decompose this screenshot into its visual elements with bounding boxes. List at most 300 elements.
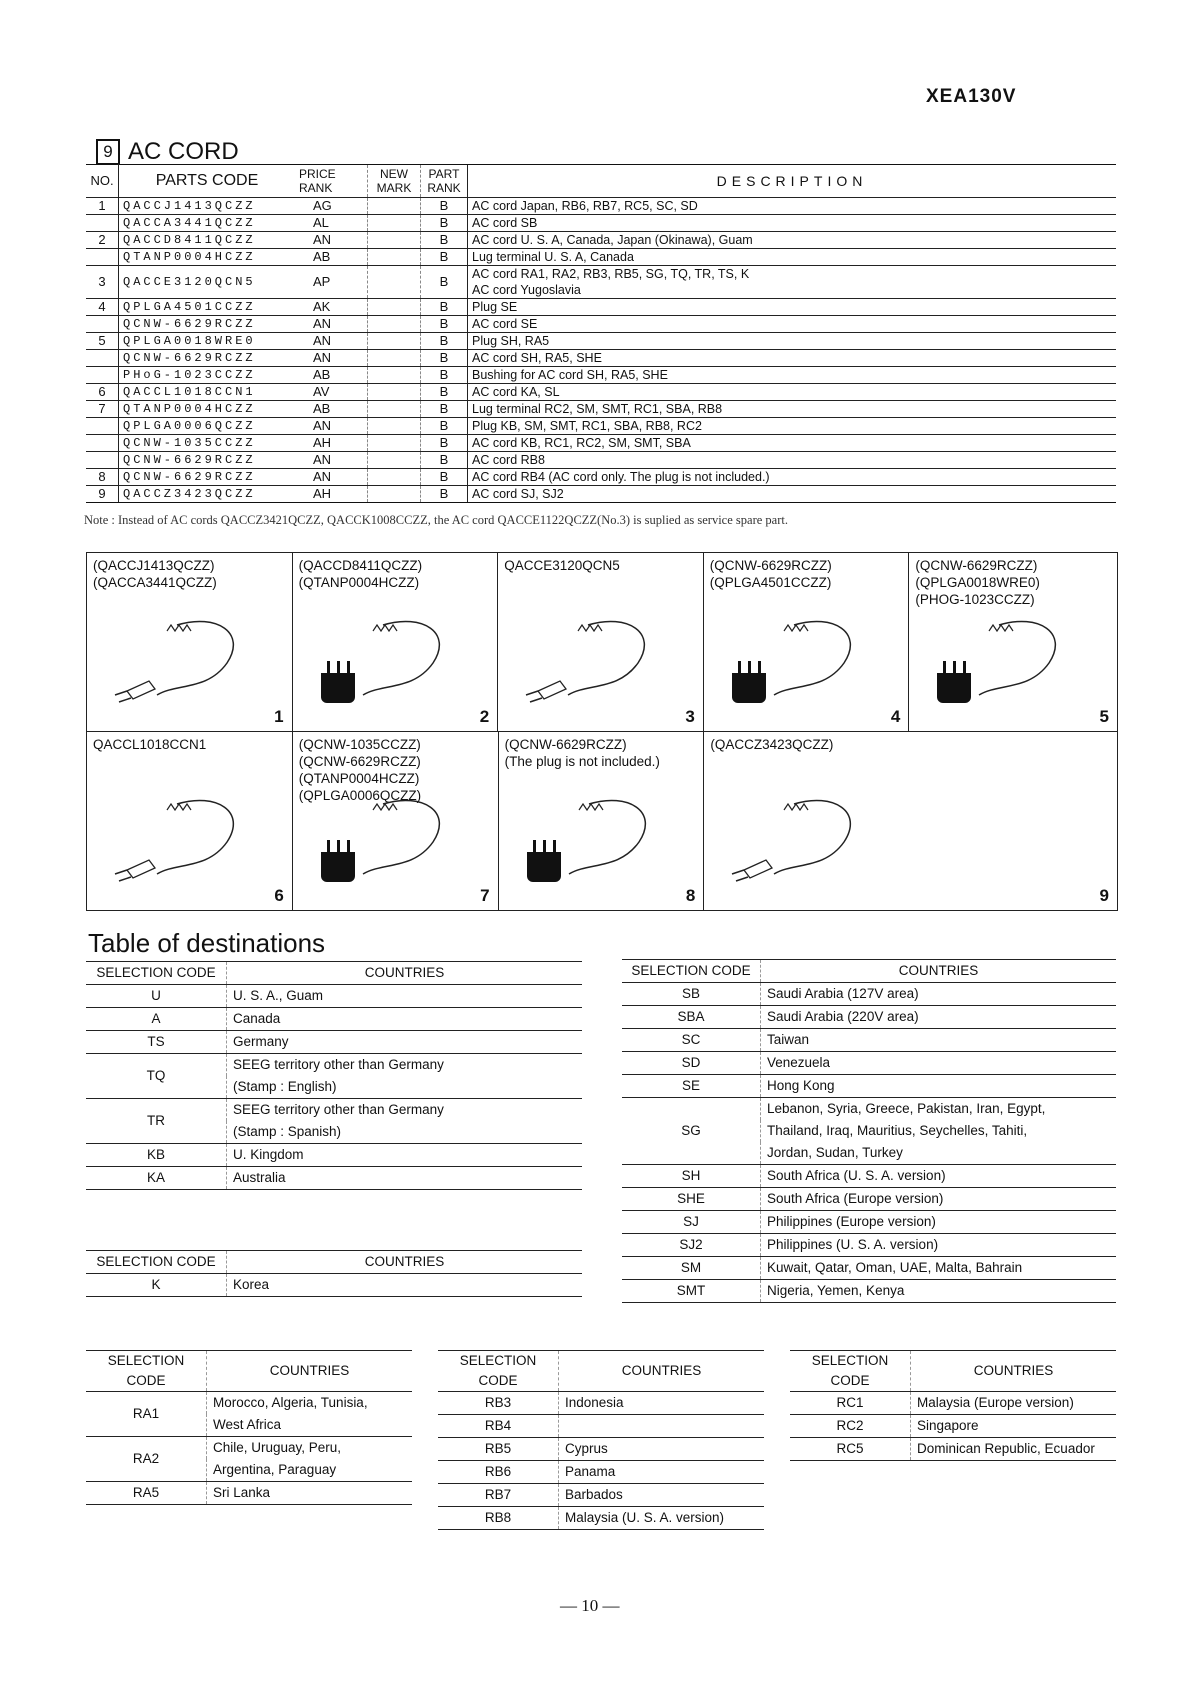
ac-cord-illustration xyxy=(724,782,874,892)
selection-code: SJ2 xyxy=(622,1234,761,1257)
country-list: Germany xyxy=(227,1031,583,1054)
parts-row-description: AC cord SJ, SJ2 xyxy=(468,486,1117,503)
selection-code: SD xyxy=(622,1052,761,1075)
selection-code: SBA xyxy=(622,1006,761,1029)
parts-row-code: QTANP0004HCZZ xyxy=(119,401,296,418)
country-list xyxy=(559,1415,765,1438)
parts-row-code: QCNW-6629RCZZ xyxy=(119,452,296,469)
parts-row-part-rank: B xyxy=(421,486,468,503)
parts-row-description: Bushing for AC cord SH, RA5, SHE xyxy=(468,367,1117,384)
parts-row xyxy=(86,401,1116,418)
destinations-row xyxy=(438,1392,764,1415)
parts-row xyxy=(86,418,1116,435)
parts-row-description: AC cord U. S. A, Canada, Japan (Okinawa), Guam xyxy=(468,232,1117,249)
parts-row-new-mark xyxy=(368,350,421,367)
destinations-row xyxy=(86,1054,582,1077)
parts-row xyxy=(86,452,1116,469)
parts-row-new-mark xyxy=(368,215,421,232)
selection-code: SB xyxy=(622,983,761,1006)
parts-row-no xyxy=(86,452,119,469)
parts-row-new-mark xyxy=(368,418,421,435)
parts-row-code: PHoG-1023CCZZ xyxy=(119,367,296,384)
parts-row-part-rank: B xyxy=(421,232,468,249)
parts-row-no: 8 xyxy=(86,469,119,486)
parts-row-price-rank: AN xyxy=(295,452,368,469)
parts-row-description xyxy=(468,266,1117,299)
selection-code: A xyxy=(86,1008,227,1031)
parts-row-part-rank: B xyxy=(421,215,468,232)
country-list: Panama xyxy=(559,1461,765,1484)
parts-row-price-rank: AL xyxy=(295,215,368,232)
parts-row xyxy=(86,249,1116,266)
destinations-header-row xyxy=(86,1251,582,1274)
figure-number: 9 xyxy=(1099,886,1109,905)
selection-code: SE xyxy=(622,1075,761,1098)
section-number: 9 xyxy=(96,139,120,165)
parts-row-part-rank: B xyxy=(421,249,468,266)
parts-note: Note : Instead of AC cords QACCZ3421QCZZ, QACCK1008CCZZ, the AC cord QACCE1122QCZZ(No.3) is suplied as service spare part. xyxy=(84,513,788,527)
destinations-row xyxy=(86,1437,412,1460)
country-list: Chile, Uruguay, Peru, xyxy=(213,1440,342,1455)
parts-row-part-rank: B xyxy=(421,469,468,486)
destinations-row xyxy=(622,1006,1116,1029)
country-list: Singapore xyxy=(911,1415,1117,1438)
country-list: Kuwait, Qatar, Oman, UAE, Malta, Bahrain xyxy=(761,1257,1117,1280)
country-list: Jordan, Sudan, Turkey xyxy=(761,1142,1117,1165)
parts-row-code: QPLGA0018WRE0 xyxy=(119,333,296,350)
parts-row-no: 7 xyxy=(86,401,119,418)
country-list: Lebanon, Syria, Greece, Pakistan, Iran, Egypt, xyxy=(767,1101,1046,1116)
parts-row-code: QCNW-6629RCZZ xyxy=(119,316,296,333)
selection-code: TR xyxy=(86,1099,227,1144)
destinations-header-row xyxy=(86,962,582,985)
destinations-row xyxy=(86,1099,582,1122)
country-list: Cyprus xyxy=(559,1438,765,1461)
destinations-row xyxy=(622,1165,1116,1188)
parts-row-code: QPLGA4501CCZZ xyxy=(119,299,296,316)
destinations-row xyxy=(622,1029,1116,1052)
ac-cord-illustration xyxy=(313,782,463,892)
country-list: Malaysia (Europe version) xyxy=(911,1392,1117,1415)
country-list: Sri Lanka xyxy=(207,1482,413,1505)
parts-row-price-rank: AV xyxy=(295,384,368,401)
parts-row-description: AC cord RB4 (AC cord only. The plug is not included.) xyxy=(468,469,1117,486)
figure-part-codes: QACCL1018CCN1 xyxy=(93,737,207,752)
country-list: South Africa (Europe version) xyxy=(761,1188,1117,1211)
parts-row-description: Lug terminal U. S. A, Canada xyxy=(468,249,1117,266)
country-list: Barbados xyxy=(559,1484,765,1507)
parts-row-no xyxy=(86,316,119,333)
destinations-title: Table of destinations xyxy=(88,928,326,958)
figure-number: 8 xyxy=(685,886,696,905)
parts-row-description: Plug KB, SM, SMT, RC1, SBA, RB8, RC2 xyxy=(468,418,1117,435)
country-list: Venezuela xyxy=(761,1052,1117,1075)
parts-row-new-mark xyxy=(368,435,421,452)
parts-row-description: AC cord KA, SL xyxy=(468,384,1117,401)
figure-number: 5 xyxy=(1099,707,1109,726)
destinations-table-rc xyxy=(790,1350,1116,1461)
parts-row-part-rank: B xyxy=(421,198,468,215)
figure-cell xyxy=(499,732,705,910)
country-list: West Africa xyxy=(207,1414,413,1437)
figure-part-codes: QACCE3120QCN5 xyxy=(504,558,620,573)
parts-row-part-rank: B xyxy=(421,316,468,333)
parts-row-no: 2 xyxy=(86,232,119,249)
header-new-mark: NEW MARK xyxy=(368,165,421,198)
destinations-row xyxy=(438,1484,764,1507)
selection-code: RA2 xyxy=(86,1437,207,1482)
destinations-row xyxy=(622,1234,1116,1257)
parts-row-no xyxy=(86,350,119,367)
parts-row-new-mark xyxy=(368,469,421,486)
parts-row-no: 9 xyxy=(86,486,119,503)
parts-row xyxy=(86,299,1116,316)
selection-code: RB4 xyxy=(438,1415,559,1438)
parts-row-new-mark xyxy=(368,452,421,469)
figure-part-codes: (QCNW-6629RCZZ) (QPLGA4501CCZZ) xyxy=(709,558,832,590)
header-selection-code: SELECTION CODE xyxy=(86,962,227,985)
parts-row-description: AC cord KB, RC1, RC2, SM, SMT, SBA xyxy=(468,435,1117,452)
country-list: Taiwan xyxy=(761,1029,1117,1052)
parts-row-part-rank: B xyxy=(421,418,468,435)
header-countries: COUNTRIES xyxy=(207,1351,413,1392)
destinations-row xyxy=(622,1052,1116,1075)
parts-row-price-rank: AN xyxy=(295,418,368,435)
parts-row-new-mark xyxy=(368,401,421,418)
destinations-row xyxy=(86,1392,412,1415)
parts-row-price-rank: AP xyxy=(295,266,368,299)
parts-row-part-rank: B xyxy=(421,333,468,350)
figure-cell xyxy=(87,553,293,731)
figure-part-codes: (QACCJ1413QCZZ) (QACCA3441QCZZ) xyxy=(93,558,217,590)
destinations-row xyxy=(622,1075,1116,1098)
parts-row-new-mark xyxy=(368,232,421,249)
header-price-rank: PRICE RANK xyxy=(295,165,368,198)
country-list: SEEG territory other than Germany xyxy=(233,1102,444,1117)
parts-header-row xyxy=(86,165,1116,198)
header-selection-code: SELECTION CODE xyxy=(86,1351,207,1392)
parts-row-no: 5 xyxy=(86,333,119,350)
destinations-row xyxy=(790,1392,1116,1415)
parts-row xyxy=(86,486,1116,503)
figure-cell xyxy=(909,553,1117,731)
selection-code: RA1 xyxy=(86,1392,207,1437)
parts-row xyxy=(86,469,1116,486)
destinations-row xyxy=(86,1482,412,1505)
parts-row-price-rank: AN xyxy=(295,333,368,350)
selection-code: KB xyxy=(86,1144,227,1167)
parts-row-code: QACCZ3423QCZZ xyxy=(119,486,296,503)
parts-row-no xyxy=(86,418,119,435)
parts-row-description: AC cord RB8 xyxy=(468,452,1117,469)
parts-row-description: AC cord SH, RA5, SHE xyxy=(468,350,1117,367)
parts-row xyxy=(86,367,1116,384)
country-list: Thailand, Iraq, Mauritius, Seychelles, Tahiti, xyxy=(767,1123,1028,1138)
ac-cord-illustration xyxy=(519,782,669,892)
parts-row-part-rank: B xyxy=(421,367,468,384)
parts-row-part-rank: B xyxy=(421,435,468,452)
parts-row-code: QACCD8411QCZZ xyxy=(119,232,296,249)
figure-part-codes: (QCNW-6629RCZZ) (The plug is not included.) xyxy=(504,737,660,769)
parts-row xyxy=(86,198,1116,215)
parts-row-price-rank: AN xyxy=(295,316,368,333)
parts-row-new-mark xyxy=(368,316,421,333)
selection-code: SG xyxy=(622,1098,761,1165)
figure-number: 6 xyxy=(274,886,284,905)
country-list: Australia xyxy=(227,1167,583,1190)
parts-row xyxy=(86,350,1116,367)
parts-row-code: QCNW-6629RCZZ xyxy=(119,469,296,486)
parts-row-part-rank: B xyxy=(421,452,468,469)
destinations-row xyxy=(438,1507,764,1530)
country-list: Canada xyxy=(227,1008,583,1031)
figure-cell xyxy=(293,553,499,731)
parts-row-price-rank: AH xyxy=(295,486,368,503)
ac-cord-illustration xyxy=(107,782,257,892)
destinations-header-row xyxy=(438,1351,764,1392)
selection-code: SM xyxy=(622,1257,761,1280)
destinations-header-row xyxy=(86,1351,412,1392)
parts-row-description: AC cord SE xyxy=(468,316,1117,333)
parts-row-code: QACCJ1413QCZZ xyxy=(119,198,296,215)
selection-code: RC2 xyxy=(790,1415,911,1438)
country-list: Nigeria, Yemen, Kenya xyxy=(761,1280,1117,1303)
figure-cell xyxy=(704,732,1117,910)
header-countries: COUNTRIES xyxy=(227,962,583,985)
ac-cord-illustration xyxy=(313,603,463,713)
destinations-row xyxy=(622,1257,1116,1280)
selection-code: SH xyxy=(622,1165,761,1188)
destinations-row xyxy=(86,1167,582,1190)
selection-code: SC xyxy=(622,1029,761,1052)
figure-cell xyxy=(87,732,293,910)
parts-row-price-rank: AG xyxy=(295,198,368,215)
destinations-row xyxy=(790,1438,1116,1461)
destinations-row xyxy=(622,1098,1116,1121)
selection-code: RC5 xyxy=(790,1438,911,1461)
figure-part-codes: (QACCZ3423QCZZ) xyxy=(710,737,834,752)
header-countries: COUNTRIES xyxy=(761,960,1117,983)
header-countries: COUNTRIES xyxy=(227,1251,583,1274)
parts-row-price-rank: AB xyxy=(295,249,368,266)
figure-number: 3 xyxy=(685,707,695,726)
parts-row-no xyxy=(86,215,119,232)
destinations-table-main xyxy=(86,961,582,1190)
selection-code: SJ xyxy=(622,1211,761,1234)
parts-row-no: 3 xyxy=(86,266,119,299)
country-list: Morocco, Algeria, Tunisia, xyxy=(213,1395,368,1410)
selection-code: U xyxy=(86,985,227,1008)
parts-row-no: 4 xyxy=(86,299,119,316)
destinations-row xyxy=(86,1274,582,1297)
ac-cord-illustration xyxy=(518,603,668,713)
country-list: Indonesia xyxy=(559,1392,765,1415)
parts-row-new-mark xyxy=(368,367,421,384)
figure-part-codes: (QCNW-1035CCZZ) (QCNW-6629RCZZ) (QTANP0004HCZZ) (QPLGA0006QCZZ) xyxy=(298,737,422,803)
parts-row-new-mark xyxy=(368,249,421,266)
parts-row-new-mark xyxy=(368,333,421,350)
description-line: AC cord Yugoslavia xyxy=(472,283,581,297)
destinations-table-ra xyxy=(86,1350,412,1505)
destinations-header-row xyxy=(622,960,1116,983)
parts-row-description: Plug SH, RA5 xyxy=(468,333,1117,350)
destinations-row xyxy=(438,1438,764,1461)
parts-row-price-rank: AN xyxy=(295,469,368,486)
parts-row-new-mark xyxy=(368,486,421,503)
figure-cell xyxy=(704,553,910,731)
header-description: DESCRIPTION xyxy=(468,165,1117,198)
parts-row-part-rank: B xyxy=(421,266,468,299)
parts-row-part-rank: B xyxy=(421,401,468,418)
selection-code: RB5 xyxy=(438,1438,559,1461)
destinations-table-k xyxy=(86,1250,582,1297)
model-number: XEA130V xyxy=(926,86,1017,107)
destinations-table-rb xyxy=(438,1350,764,1530)
figure-row xyxy=(87,732,1117,910)
destinations-row xyxy=(622,1211,1116,1234)
country-list: South Africa (U. S. A. version) xyxy=(761,1165,1117,1188)
country-list: Saudi Arabia (127V area) xyxy=(761,983,1117,1006)
parts-table xyxy=(86,164,1116,503)
parts-row-code: QACCA3441QCZZ xyxy=(119,215,296,232)
destinations-table-s xyxy=(622,959,1116,1303)
parts-row xyxy=(86,384,1116,401)
selection-code: RB3 xyxy=(438,1392,559,1415)
header-part-rank: PART RANK xyxy=(421,165,468,198)
header-selection-code: SELECTION CODE xyxy=(438,1351,559,1392)
section-heading xyxy=(96,138,239,166)
selection-code: TQ xyxy=(86,1054,227,1099)
parts-row-price-rank: AB xyxy=(295,401,368,418)
selection-code: RB6 xyxy=(438,1461,559,1484)
parts-row-no xyxy=(86,435,119,452)
header-selection-code: SELECTION CODE xyxy=(622,960,761,983)
destinations-row xyxy=(622,1188,1116,1211)
ac-cord-illustration xyxy=(724,603,874,713)
parts-row-no: 1 xyxy=(86,198,119,215)
figure-grid xyxy=(86,552,1118,911)
country-list: U. Kingdom xyxy=(227,1144,583,1167)
parts-row-part-rank: B xyxy=(421,350,468,367)
parts-row-code: QCNW-6629RCZZ xyxy=(119,350,296,367)
parts-row-code: QCNW-1035CCZZ xyxy=(119,435,296,452)
country-list: (Stamp : English) xyxy=(227,1076,583,1099)
destinations-row xyxy=(622,1280,1116,1303)
country-list: SEEG territory other than Germany xyxy=(233,1057,444,1072)
parts-row xyxy=(86,435,1116,452)
country-list: Argentina, Paraguay xyxy=(207,1459,413,1482)
destinations-row xyxy=(790,1415,1116,1438)
figure-cell xyxy=(293,732,499,910)
destinations-row xyxy=(86,985,582,1008)
figure-part-codes: (QCNW-6629RCZZ) (QPLGA0018WRE0) (PHOG-1023CCZZ) xyxy=(915,558,1040,607)
parts-row-new-mark xyxy=(368,299,421,316)
selection-code: RB8 xyxy=(438,1507,559,1530)
parts-row xyxy=(86,333,1116,350)
selection-code: RA5 xyxy=(86,1482,207,1505)
parts-row xyxy=(86,316,1116,333)
selection-code: SMT xyxy=(622,1280,761,1303)
destinations-header-row xyxy=(790,1351,1116,1392)
figure-part-codes: (QACCD8411QCZZ) (QTANP0004HCZZ) xyxy=(298,558,423,590)
parts-row-code: QACCL1018CCN1 xyxy=(119,384,296,401)
country-list: Hong Kong xyxy=(761,1075,1117,1098)
country-list: (Stamp : Spanish) xyxy=(227,1121,583,1144)
section-title: AC CORD xyxy=(128,138,239,165)
country-list: Dominican Republic, Ecuador xyxy=(911,1438,1117,1461)
destinations-row xyxy=(86,1144,582,1167)
country-list: Philippines (U. S. A. version) xyxy=(761,1234,1117,1257)
page-number: — 10 — xyxy=(560,1596,620,1615)
selection-code: RC1 xyxy=(790,1392,911,1415)
parts-row-price-rank: AK xyxy=(295,299,368,316)
parts-row-price-rank: AH xyxy=(295,435,368,452)
parts-row xyxy=(86,266,1116,299)
country-list: Korea xyxy=(227,1274,583,1297)
header-parts-code: PARTS CODE xyxy=(119,165,296,198)
parts-row-code: QPLGA0006QCZZ xyxy=(119,418,296,435)
country-list: Malaysia (U. S. A. version) xyxy=(559,1507,765,1530)
parts-row-no xyxy=(86,249,119,266)
header-no: NO. xyxy=(86,165,119,198)
parts-row xyxy=(86,215,1116,232)
header-selection-code: SELECTION CODE xyxy=(86,1251,227,1274)
destinations-row xyxy=(86,1031,582,1054)
parts-row-new-mark xyxy=(368,198,421,215)
ac-cord-illustration xyxy=(929,603,1079,713)
parts-row-code: QACCE3120QCN5 xyxy=(119,266,296,299)
parts-row-price-rank: AB xyxy=(295,367,368,384)
ac-cord-illustration xyxy=(107,603,257,713)
figure-number: 4 xyxy=(890,707,901,726)
parts-row-price-rank: AN xyxy=(295,232,368,249)
parts-row-new-mark xyxy=(368,384,421,401)
figure-number: 7 xyxy=(480,886,490,905)
header-countries: COUNTRIES xyxy=(911,1351,1117,1392)
parts-row xyxy=(86,232,1116,249)
parts-row-part-rank: B xyxy=(421,384,468,401)
figure-number: 2 xyxy=(479,707,490,726)
destinations-row xyxy=(438,1461,764,1484)
parts-row-no: 6 xyxy=(86,384,119,401)
selection-code: TS xyxy=(86,1031,227,1054)
country-list: Saudi Arabia (220V area) xyxy=(761,1006,1117,1029)
country-list: Philippines (Europe version) xyxy=(761,1211,1117,1234)
selection-code: SHE xyxy=(622,1188,761,1211)
parts-row-price-rank: AN xyxy=(295,350,368,367)
parts-row-description: AC cord Japan, RB6, RB7, RC5, SC, SD xyxy=(468,198,1117,215)
parts-row-new-mark xyxy=(368,266,421,299)
selection-code: KA xyxy=(86,1167,227,1190)
parts-row-no xyxy=(86,367,119,384)
figure-number: 1 xyxy=(274,707,284,726)
destinations-row xyxy=(622,983,1116,1006)
country-list: U. S. A., Guam xyxy=(227,985,583,1008)
figure-row xyxy=(87,553,1117,732)
parts-row-description: Lug terminal RC2, SM, SMT, RC1, SBA, RB8 xyxy=(468,401,1117,418)
header-countries: COUNTRIES xyxy=(559,1351,765,1392)
parts-row-description: AC cord SB xyxy=(468,215,1117,232)
destinations-row xyxy=(86,1008,582,1031)
parts-row-code: QTANP0004HCZZ xyxy=(119,249,296,266)
selection-code: K xyxy=(86,1274,227,1297)
description-line: AC cord RA1, RA2, RB3, RB5, SG, TQ, TR, TS, K xyxy=(472,267,750,281)
header-selection-code: SELECTION CODE xyxy=(790,1351,911,1392)
figure-cell xyxy=(498,553,704,731)
selection-code: RB7 xyxy=(438,1484,559,1507)
parts-row-description: Plug SE xyxy=(468,299,1117,316)
parts-row-part-rank: B xyxy=(421,299,468,316)
